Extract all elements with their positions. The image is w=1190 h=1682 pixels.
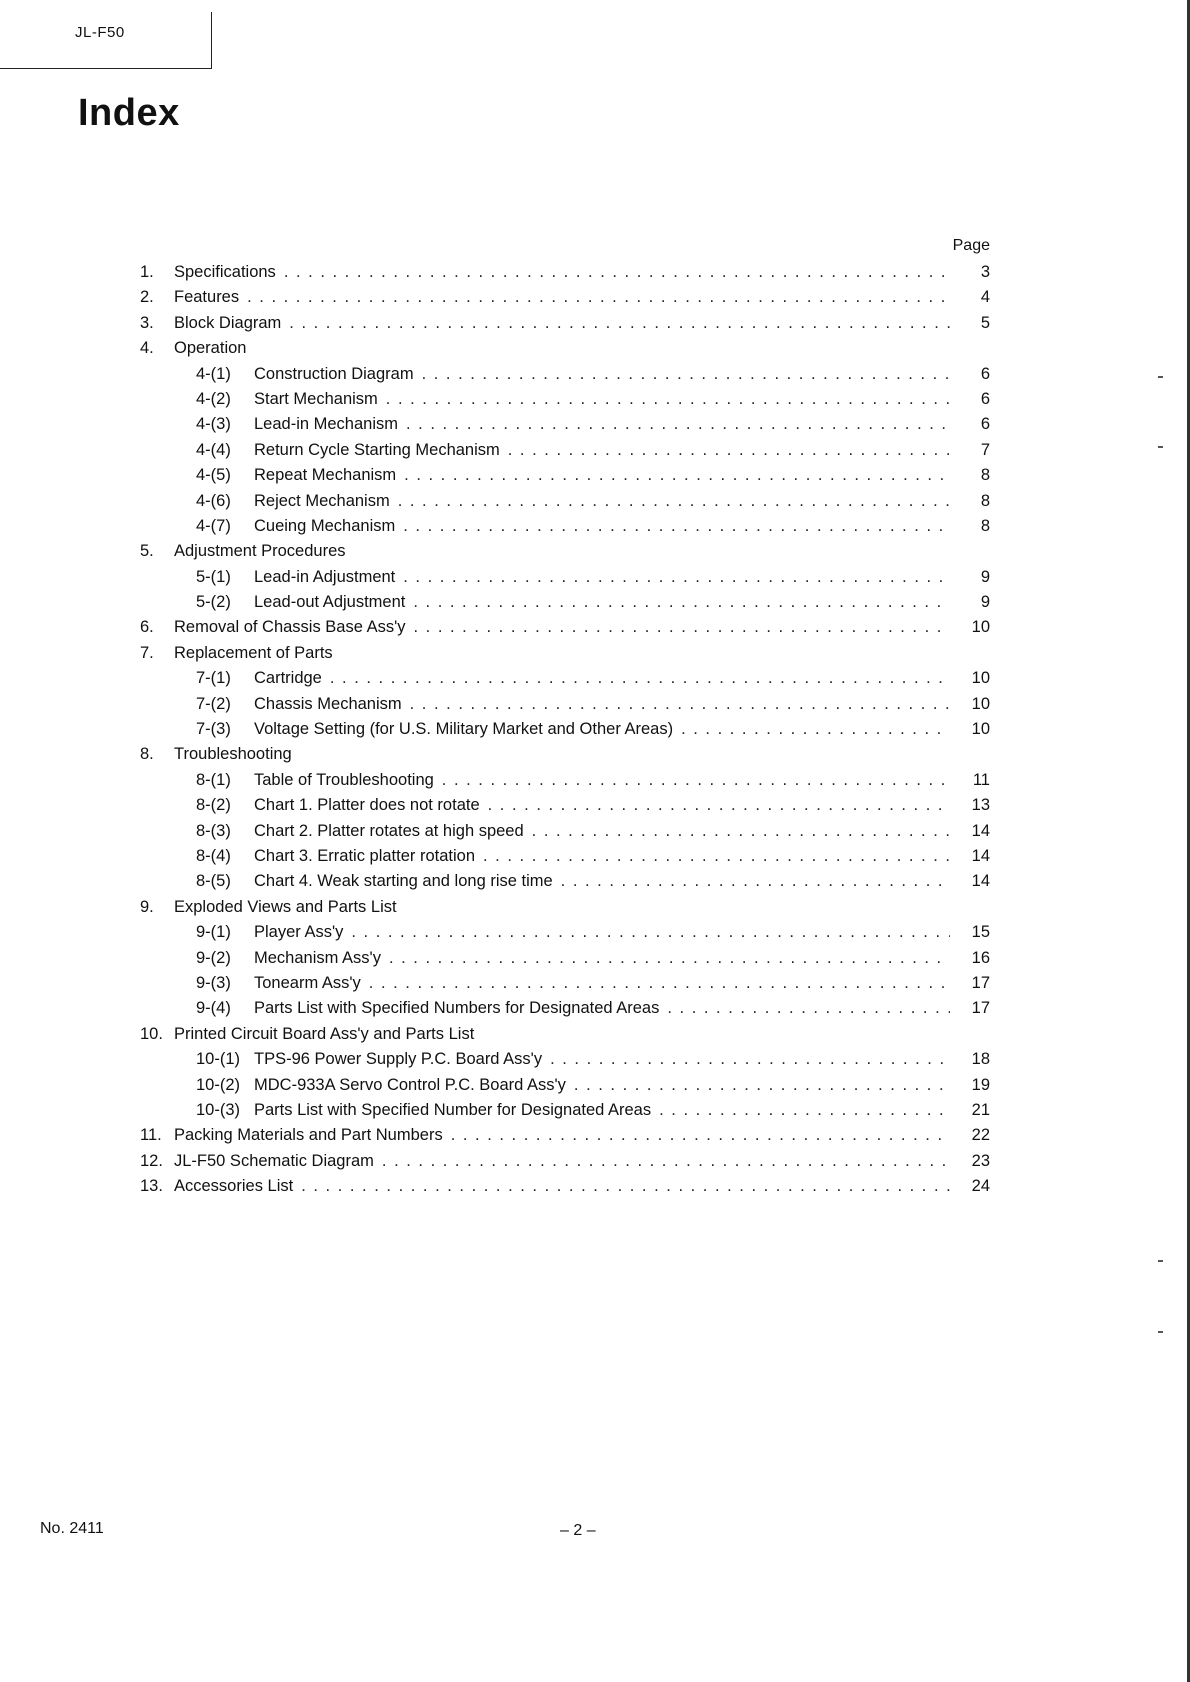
toc-page-number: 8 (980, 516, 990, 535)
toc-entry (140, 1174, 990, 1199)
toc-entry (140, 844, 990, 869)
toc-entry (140, 387, 990, 412)
dot-leader (404, 463, 950, 488)
dot-leader (389, 946, 950, 971)
dot-leader (398, 489, 950, 514)
toc-title: Lead-in Mechanism (254, 415, 398, 434)
toc-entry (140, 895, 990, 920)
toc-entry (140, 1073, 990, 1098)
toc-page-number: 18 (971, 1050, 990, 1069)
toc-entry (140, 742, 990, 767)
toc-title: Chart 1. Platter does not rotate (254, 796, 480, 815)
toc-page-number: 9 (980, 593, 990, 612)
toc-title: MDC-933A Servo Control P.C. Board Ass'y (254, 1075, 566, 1094)
toc-entry (140, 717, 990, 742)
toc-page-number: 19 (971, 1075, 990, 1094)
toc-title: Replacement of Parts (174, 643, 333, 662)
toc-title: Tonearm Ass'y (254, 973, 361, 992)
page-number: – 2 – (560, 1522, 596, 1539)
dot-leader (403, 514, 950, 539)
dot-leader (667, 996, 950, 1021)
toc-entry (140, 1098, 990, 1123)
toc-entry (140, 539, 990, 564)
toc-title: Exploded Views and Parts List (174, 897, 397, 916)
toc-sub-number: 9-(4) (196, 999, 231, 1018)
toc-title: Packing Materials and Part Numbers (174, 1126, 443, 1145)
toc-sub-number: 9-(2) (196, 948, 231, 967)
dot-leader (406, 412, 950, 437)
table-of-contents (140, 260, 990, 1199)
toc-sub-number: 8-(5) (196, 872, 231, 891)
toc-entry (140, 438, 990, 463)
dot-leader (413, 590, 950, 615)
toc-sub-number: 7-(2) (196, 694, 231, 713)
toc-entry (140, 615, 990, 640)
toc-number: 1. (140, 263, 154, 281)
toc-entry (140, 336, 990, 361)
toc-page-number: 10 (971, 618, 990, 637)
page-column-label: Page (952, 237, 990, 254)
toc-entry (140, 869, 990, 894)
dot-leader (574, 1073, 950, 1098)
toc-sub-number: 4-(1) (196, 364, 231, 383)
toc-title: Printed Circuit Board Ass'y and Parts List (174, 1024, 475, 1043)
toc-sub-number: 8-(1) (196, 770, 231, 789)
dot-leader (414, 615, 951, 640)
toc-sub-number: 4-(3) (196, 415, 231, 434)
toc-title: Cueing Mechanism (254, 516, 396, 535)
toc-entry (140, 590, 990, 615)
toc-entry (140, 489, 990, 514)
toc-sub-number: 10-(3) (196, 1100, 241, 1119)
toc-title: Lead-out Adjustment (254, 593, 406, 612)
toc-number: 13. (140, 1177, 163, 1196)
toc-number: 12. (140, 1151, 163, 1170)
toc-page-number: 10 (971, 694, 990, 713)
toc-number: 10. (140, 1024, 163, 1043)
toc-entry (140, 311, 990, 336)
toc-title: Block Diagram (174, 313, 282, 332)
toc-number: 8. (140, 745, 154, 764)
dot-leader (422, 362, 950, 387)
toc-entry (140, 793, 990, 818)
toc-title: Construction Diagram (254, 364, 414, 383)
toc-page-number: 10 (971, 669, 990, 688)
toc-title: TPS-96 Power Supply P.C. Board Ass'y (254, 1050, 543, 1069)
document-number: No. 2411 (40, 1520, 104, 1537)
toc-page-number: 17 (971, 999, 990, 1018)
toc-sub-number: 7-(3) (196, 720, 231, 739)
toc-sub-number: 10-(1) (196, 1050, 241, 1069)
toc-title: JL-F50 Schematic Diagram (174, 1151, 374, 1170)
dot-leader (386, 387, 950, 412)
toc-title: Cartridge (254, 669, 322, 688)
toc-entry (140, 412, 990, 437)
dot-leader (488, 793, 950, 818)
toc-entry (140, 463, 990, 488)
toc-entry (140, 819, 990, 844)
dot-leader (351, 920, 950, 945)
toc-title: Table of Troubleshooting (254, 770, 434, 789)
dot-leader (247, 285, 950, 310)
toc-page-number: 13 (971, 796, 990, 815)
toc-entry (140, 1022, 990, 1047)
toc-page-number: 6 (980, 389, 990, 408)
toc-number: 6. (140, 618, 154, 637)
toc-entry (140, 1149, 990, 1174)
model-label: JL-F50 (75, 24, 125, 41)
toc-entry (140, 946, 990, 971)
toc-sub-number: 8-(2) (196, 796, 231, 815)
toc-sub-number: 4-(4) (196, 440, 231, 459)
toc-entry (140, 996, 990, 1021)
toc-number: 5. (140, 542, 154, 561)
toc-title: Lead-in Adjustment (254, 567, 396, 586)
toc-page-number: 17 (971, 973, 990, 992)
toc-title: Parts List with Specified Numbers for Designated Areas (254, 999, 660, 1018)
toc-entry (140, 1123, 990, 1148)
toc-entry (140, 514, 990, 539)
toc-title: Specifications (174, 263, 276, 281)
toc-title: Accessories List (174, 1177, 294, 1196)
scan-mark (1158, 1331, 1163, 1333)
toc-title: Troubleshooting (174, 745, 292, 764)
toc-sub-number: 9-(3) (196, 973, 231, 992)
toc-title: Mechanism Ass'y (254, 948, 381, 967)
toc-number: 2. (140, 288, 154, 307)
toc-entry (140, 920, 990, 945)
toc-number: 3. (140, 313, 154, 332)
dot-leader (659, 1098, 950, 1123)
dot-leader (403, 565, 950, 590)
toc-title: Reject Mechanism (254, 491, 390, 510)
scan-mark (1158, 376, 1163, 378)
toc-page-number: 7 (980, 440, 990, 459)
toc-page-number: 21 (971, 1100, 990, 1119)
toc-sub-number: 8-(3) (196, 821, 231, 840)
toc-number: 7. (140, 643, 154, 662)
dot-leader (508, 438, 950, 463)
dot-leader (681, 717, 950, 742)
toc-page-number: 23 (971, 1151, 990, 1170)
toc-entry (140, 692, 990, 717)
toc-page-number: 3 (980, 263, 990, 281)
toc-page-number: 8 (980, 466, 990, 485)
toc-page-number: 24 (971, 1177, 990, 1196)
toc-title: Features (174, 288, 240, 307)
toc-sub-number: 4-(5) (196, 466, 231, 485)
toc-page-number: 14 (971, 821, 990, 840)
toc-title: Operation (174, 339, 247, 358)
toc-sub-number: 5-(2) (196, 593, 231, 612)
toc-title: Repeat Mechanism (254, 466, 397, 485)
scan-mark (1158, 446, 1163, 448)
toc-page-number: 8 (980, 491, 990, 510)
toc-sub-number: 10-(2) (196, 1075, 241, 1094)
dot-leader (532, 819, 950, 844)
toc-title: Parts List with Specified Number for Designated Areas (254, 1100, 652, 1119)
toc-page-number: 15 (971, 923, 990, 942)
toc-sub-number: 4-(6) (196, 491, 231, 510)
toc-sub-number: 4-(7) (196, 516, 231, 535)
page-title: Index (78, 92, 180, 134)
toc-page-number: 5 (980, 313, 990, 332)
toc-sub-number: 8-(4) (196, 846, 231, 865)
dot-leader (550, 1047, 950, 1072)
toc-title: Voltage Setting (for U.S. Military Market and Other Areas) (254, 720, 674, 739)
toc-entry (140, 768, 990, 793)
toc-page-number: 10 (971, 720, 990, 739)
toc-entry (140, 641, 990, 666)
toc-title: Chart 3. Erratic platter rotation (254, 846, 476, 865)
toc-number: 11. (140, 1126, 162, 1145)
dot-leader (369, 971, 950, 996)
toc-title: Chart 2. Platter rotates at high speed (254, 821, 524, 840)
toc-title: Return Cycle Starting Mechanism (254, 440, 500, 459)
toc-sub-number: 9-(1) (196, 923, 231, 942)
toc-title: Chart 4. Weak starting and long rise time (254, 872, 553, 891)
toc-page-number: 14 (971, 846, 990, 865)
toc-title: Player Ass'y (254, 923, 344, 942)
toc-page-number: 6 (980, 364, 990, 383)
dot-leader (382, 1149, 950, 1174)
dot-leader (483, 844, 950, 869)
toc-entry (140, 362, 990, 387)
toc-page-number: 9 (980, 567, 990, 586)
toc-number: 9. (140, 897, 154, 916)
toc-page-number: 14 (971, 872, 990, 891)
dot-leader (561, 869, 950, 894)
dot-leader (284, 260, 950, 285)
dot-leader (289, 311, 950, 336)
toc-page-number: 11 (972, 770, 990, 789)
toc-entry (140, 1047, 990, 1072)
toc-title: Start Mechanism (254, 389, 378, 408)
toc-page-number: 4 (980, 288, 990, 307)
toc-title: Adjustment Procedures (174, 542, 346, 561)
toc-entry (140, 565, 990, 590)
scan-mark (1158, 1260, 1163, 1262)
toc-entry (140, 285, 990, 310)
toc-page-number: 16 (971, 948, 990, 967)
toc-entry (140, 260, 990, 285)
dot-leader (410, 692, 950, 717)
dot-leader (451, 1123, 950, 1148)
toc-entry (140, 971, 990, 996)
toc-entry (140, 666, 990, 691)
toc-page-number: 22 (971, 1126, 990, 1145)
toc-sub-number: 5-(1) (196, 567, 231, 586)
toc-sub-number: 4-(2) (196, 389, 231, 408)
toc-page-number: 6 (980, 415, 990, 434)
toc-title: Removal of Chassis Base Ass'y (174, 618, 406, 637)
toc-sub-number: 7-(1) (196, 669, 231, 688)
dot-leader (442, 768, 950, 793)
dot-leader (301, 1174, 950, 1199)
toc-title: Chassis Mechanism (254, 694, 402, 713)
dot-leader (330, 666, 950, 691)
toc-number: 4. (140, 339, 154, 358)
